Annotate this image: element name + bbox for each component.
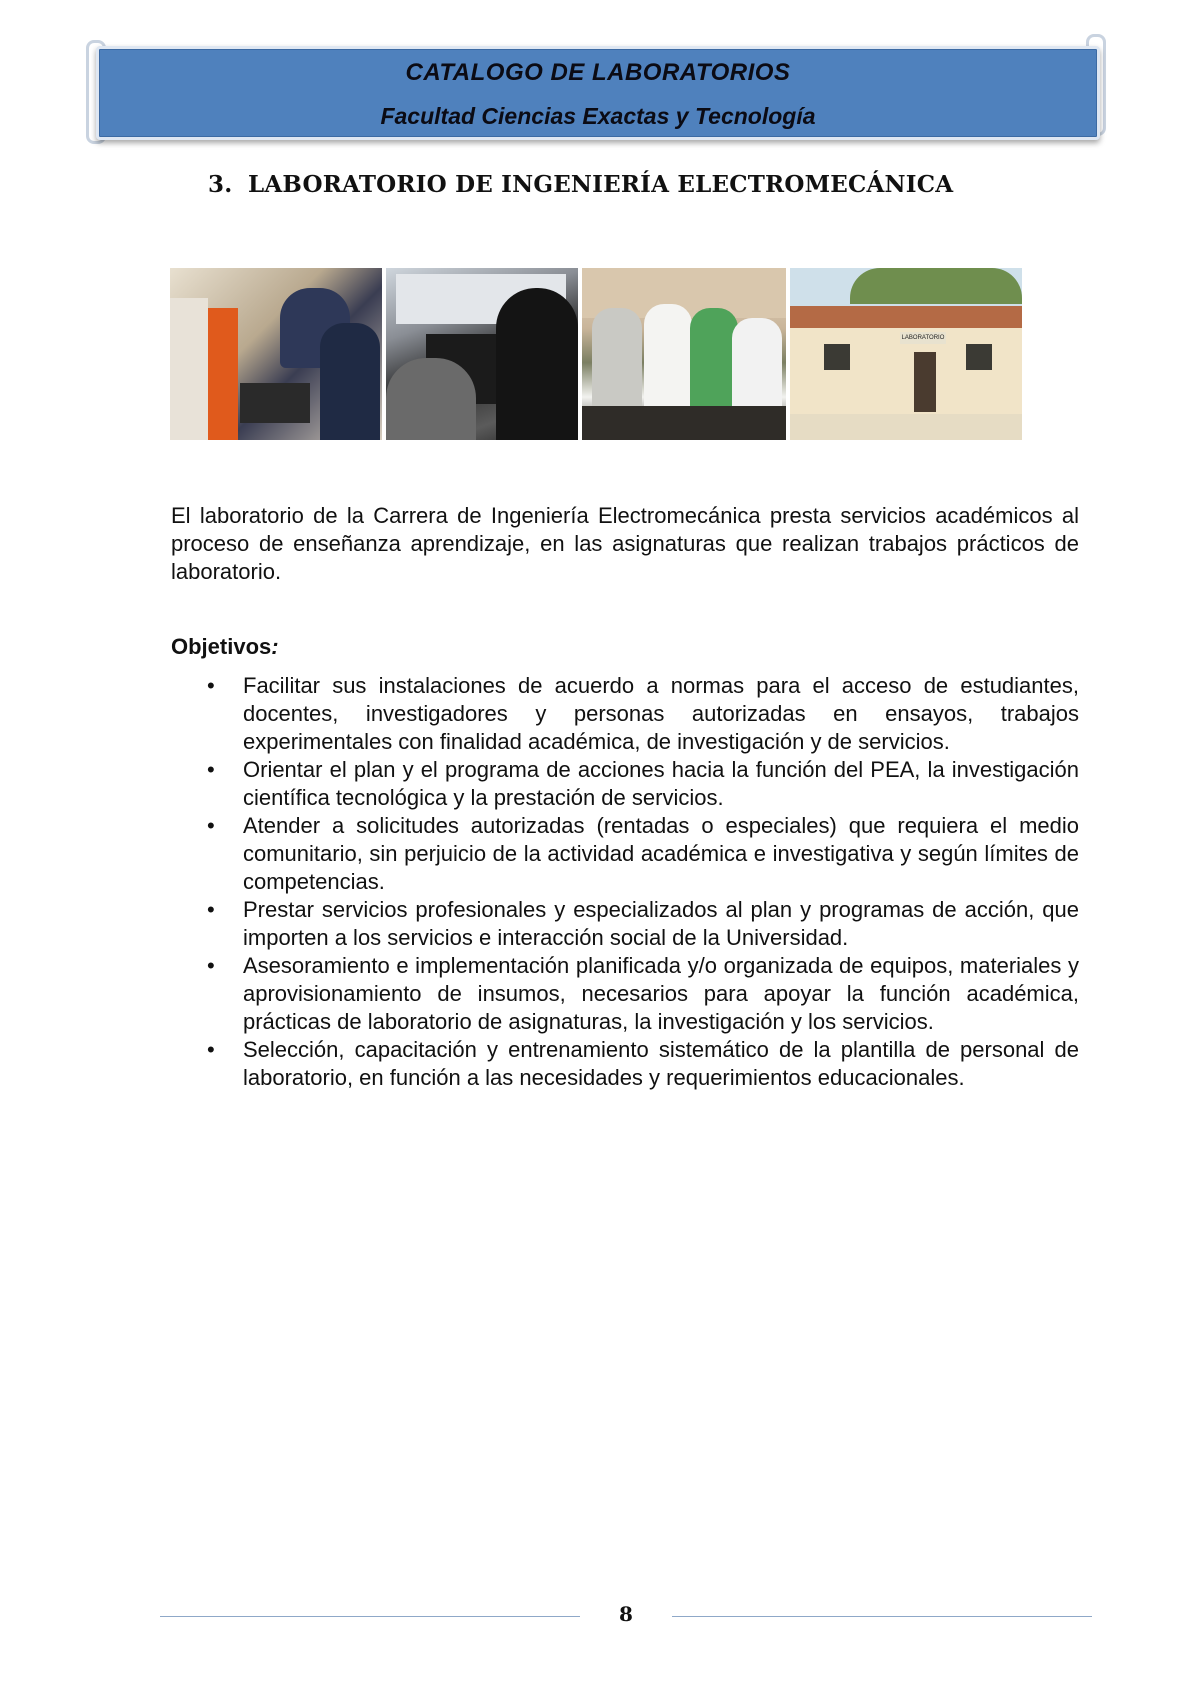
header-banner: [86, 34, 1106, 146]
section-title: LABORATORIO DE INGENIERÍA ELECTROMECÁNICA: [248, 171, 954, 198]
section-heading: [208, 171, 953, 198]
faculty-subtitle: Facultad Ciencias Exactas y Tecnología: [380, 103, 816, 129]
lab-photo-students-at-bench: [386, 268, 578, 440]
footer-rule-left: [160, 1616, 580, 1617]
objectives-heading-colon: :: [271, 634, 279, 659]
list-item: [171, 952, 1079, 1036]
bullet-icon: •: [207, 813, 215, 838]
objectives-list: [171, 672, 1079, 1092]
section-number: 3.: [208, 171, 233, 198]
objective-text: Selección, capacitación y entrenamiento sistemático de la plantilla de personal de laboratorio, en función a las necesidades y requerimientos educacionales.: [243, 1037, 1079, 1090]
bullet-icon: •: [207, 757, 215, 782]
lab-photo-students-group: [582, 268, 786, 440]
list-item: [171, 896, 1079, 952]
list-item: [171, 756, 1079, 812]
bullet-icon: •: [207, 673, 215, 698]
objective-text: Orientar el plan y el programa de acciones hacia la función del PEA, la investigación científica tecnológica y la prestación de servicios.: [243, 757, 1079, 810]
bullet-icon: •: [207, 1037, 215, 1062]
objective-text: Atender a solicitudes autorizadas (rentadas o especiales) que requiera el medio comunitario, sin perjuicio de la actividad académica e investigativa y según límites de competencias.: [243, 813, 1079, 894]
building-sign: LABORATORIO: [900, 332, 946, 344]
page-number: 8: [619, 1602, 633, 1626]
objectives-heading-text: Objetivos: [171, 634, 272, 659]
objectives-heading: [171, 634, 279, 660]
intro-paragraph: El laboratorio de la Carrera de Ingeniería Electromecánica presta servicios académicos al proceso de enseñanza aprendizaje, en las asignaturas que realizan trabajos prácticos de laboratorio.: [171, 503, 1079, 584]
objective-text: Facilitar sus instalaciones de acuerdo a normas para el acceso de estudiantes, docentes, investigadores y personas autorizadas en ensayos, trabajos experimentales con finalidad académica, de investigación y de servicios.: [243, 673, 1079, 754]
footer-rule-right: [672, 1616, 1092, 1617]
bullet-icon: •: [207, 953, 215, 978]
catalog-title: CATALOGO DE LABORATORIOS: [405, 59, 791, 86]
lab-photo-building-exterior: [790, 268, 1022, 440]
objective-text: Asesoramiento e implementación planificada y/o organizada de equipos, materiales y aprovisionamiento de insumos, necesarios para apoyar la función académica, prácticas de laboratorio de asignaturas, la investigación y los servicios.: [243, 953, 1079, 1034]
list-item: [171, 672, 1079, 756]
list-item: [171, 1036, 1079, 1092]
banner-panel: [96, 46, 1100, 140]
bullet-icon: •: [207, 897, 215, 922]
objective-text: Prestar servicios profesionales y especializados al plan y programas de acción, que importen a los servicios e interacción social de la Universidad.: [243, 897, 1079, 950]
list-item: [171, 812, 1079, 896]
lab-photo-students-at-panel: [170, 268, 382, 440]
